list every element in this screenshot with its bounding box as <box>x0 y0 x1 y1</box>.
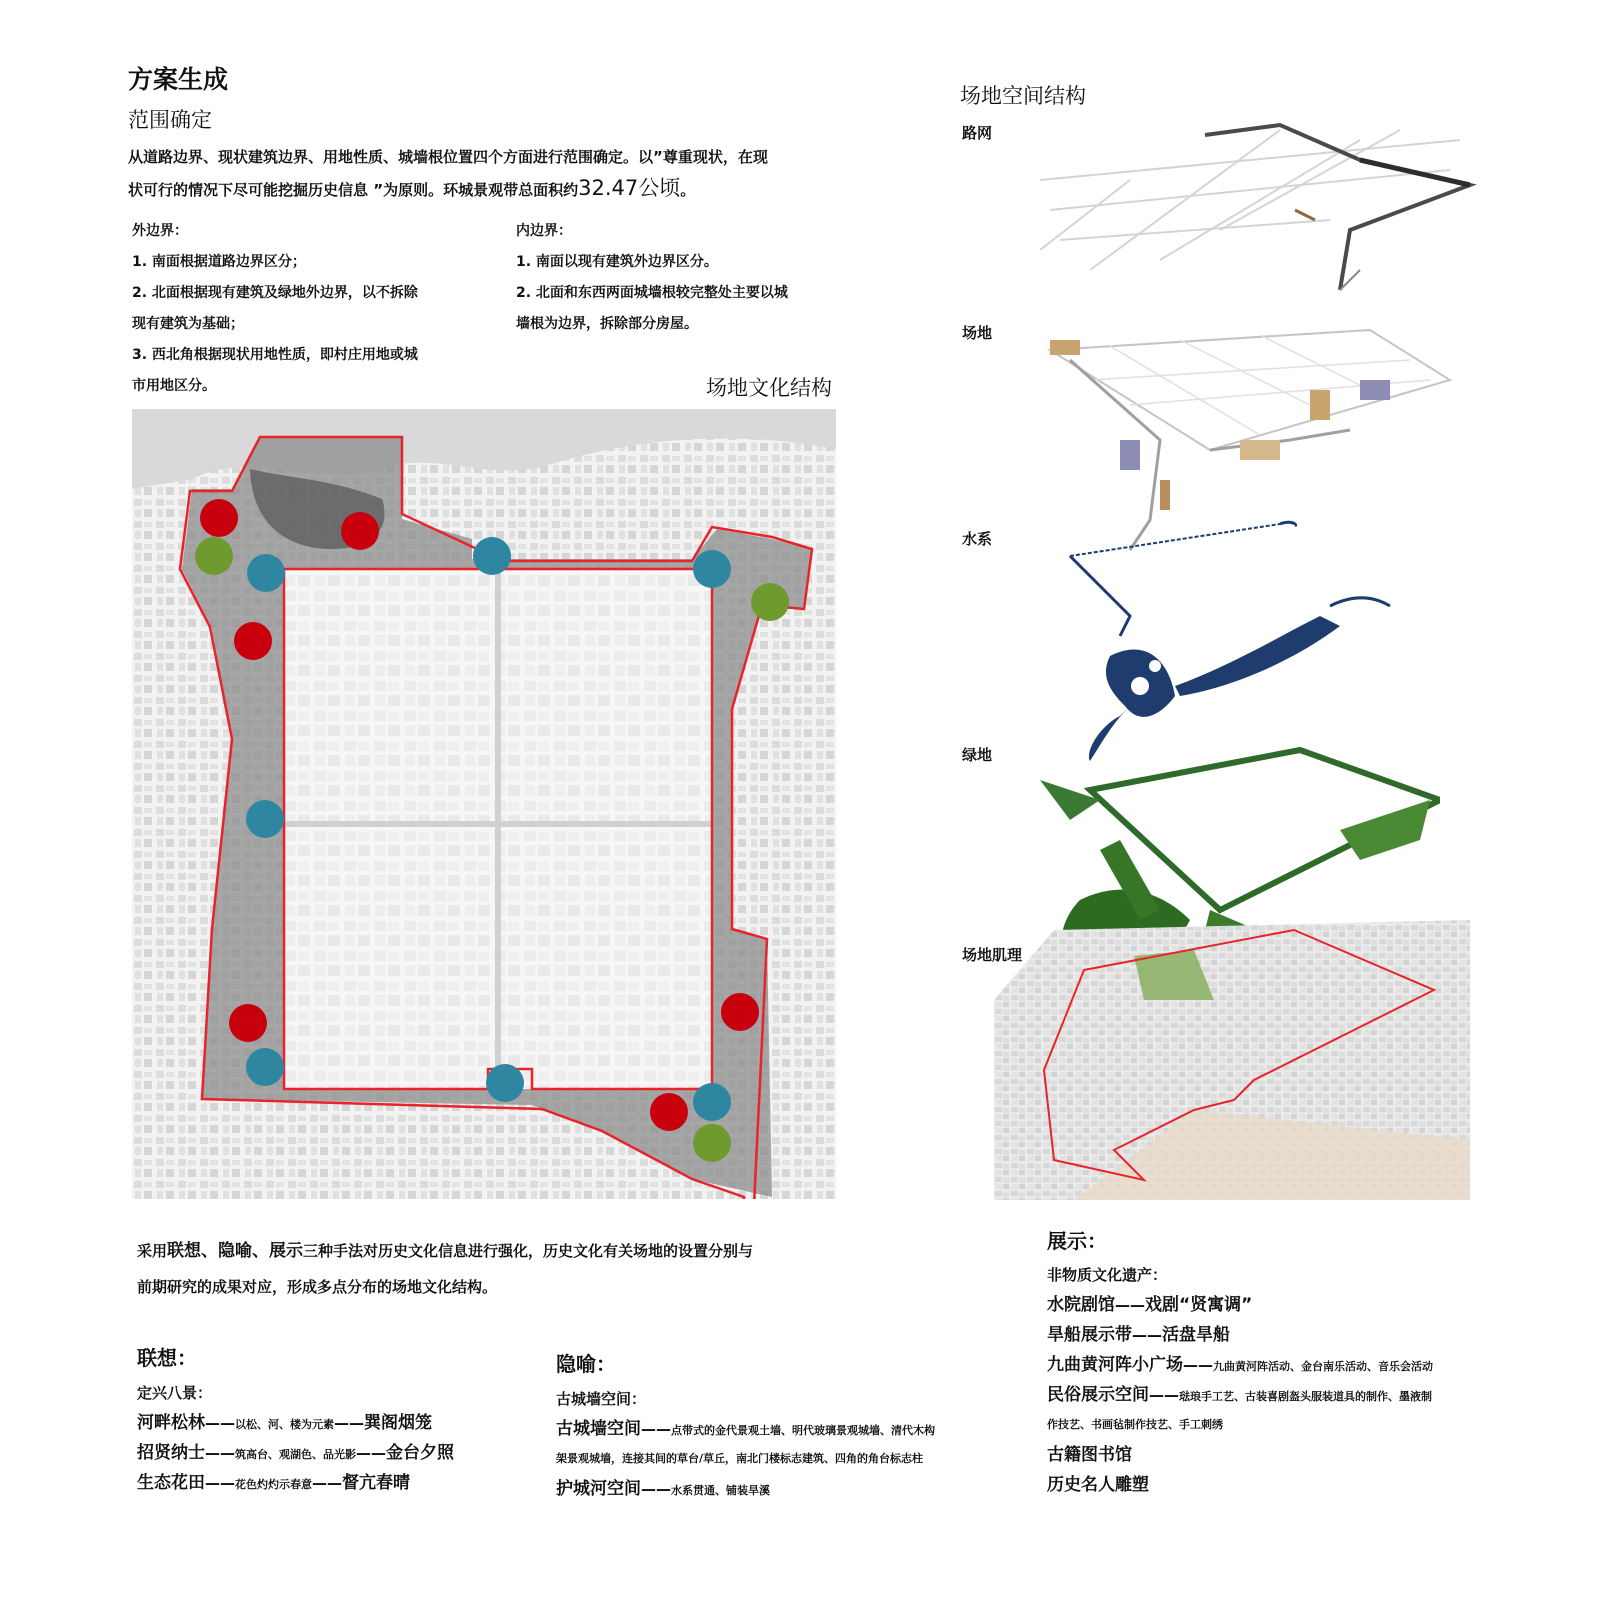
display-row <box>1047 1350 1433 1380</box>
dash: —— <box>641 1420 671 1438</box>
range-intro-line2 <box>128 173 848 206</box>
metaphor-desc: 点带式的金代景观土墙、明代玻璃景观城墙、清代木构 <box>671 1424 935 1437</box>
range-intro-end: 。 <box>680 181 696 199</box>
range-intro-line1: 从道路边界、现状建筑边界、用地性质、城墙根位置四个方面进行范围确定。以”尊重现状，在现 <box>128 148 768 166</box>
methods-pre: 采用 <box>137 1242 168 1260</box>
methods-post: 三种手法对历史文化信息进行强化，历史文化有关场地的设置分别与 <box>303 1242 754 1260</box>
metaphor-sub: 古城墙空间： <box>556 1390 647 1408</box>
outer-item: 市用地区分。 <box>132 378 216 394</box>
spatial-title: 场地空间结构 <box>960 84 1086 108</box>
display-desc: 琺琅手工艺、古装喜剧盔头服装道具的制作、墨液制 <box>1179 1390 1432 1403</box>
association-point <box>234 622 272 660</box>
association-point <box>650 1093 688 1131</box>
outer-title: 外边界： <box>132 223 188 239</box>
metaphor-title: 隐喻： <box>556 1352 616 1376</box>
inner-item: 1. 南面以现有建筑外边界区分。 <box>516 254 718 270</box>
dash: —— <box>334 1414 364 1432</box>
layer-label-water: 水系 <box>962 530 993 548</box>
display-site: 古籍图书馆 <box>1047 1445 1132 1465</box>
road-network-layer <box>1030 120 1480 300</box>
display-site: 民俗展示空间 <box>1047 1385 1149 1405</box>
layer-label-green: 绿地 <box>962 746 993 764</box>
layer-label-texture: 场地肌理 <box>962 946 1023 964</box>
display-sub: 非物质文化遗产： <box>1047 1266 1168 1284</box>
metaphor-point <box>473 537 511 575</box>
display-site: 九曲黄河阵小广场 <box>1047 1355 1183 1375</box>
metaphor-site: 古城墙空间 <box>556 1419 641 1439</box>
dash: —— <box>205 1444 235 1462</box>
association-sub: 定兴八景： <box>137 1384 213 1402</box>
display-site: 旱船展示带 <box>1047 1325 1132 1345</box>
association-scene: 督亢春晴 <box>342 1473 410 1493</box>
water-system-layer <box>1040 516 1400 766</box>
dash: —— <box>1115 1296 1145 1314</box>
association-site: 河畔松林 <box>137 1413 205 1433</box>
methods-line1 <box>137 1233 753 1269</box>
metaphor-list <box>556 1384 935 1504</box>
association-row <box>137 1468 454 1498</box>
association-row <box>137 1408 454 1438</box>
method-metaphor: 隐喻 <box>218 1241 253 1261</box>
display-site: 水院剧馆 <box>1047 1295 1115 1315</box>
dash: —— <box>205 1474 235 1492</box>
metaphor-site: 护城河空间 <box>556 1479 641 1499</box>
metaphor-point <box>246 1048 284 1086</box>
metaphor-point <box>486 1064 524 1102</box>
methods-sep: 、 <box>201 1241 219 1261</box>
area-value: 32.47公顷 <box>578 176 681 200</box>
outer-item: 3. 西北角根据现状用地性质，即村庄用地或城 <box>132 347 418 363</box>
culture-structure-map <box>132 409 836 1199</box>
display-desc: 九曲黄河阵活动、金台南乐活动、音乐会活动 <box>1213 1360 1433 1373</box>
range-intro <box>128 142 848 206</box>
association-site: 招贤纳士 <box>137 1443 205 1463</box>
association-title: 联想： <box>137 1346 197 1370</box>
range-intro-text: 状可行的情况下尽可能挖掘历史信息 ”为原则。环城景观带总面积约 <box>128 181 579 199</box>
inner-title: 内边界： <box>516 223 572 239</box>
layer-label-road: 路网 <box>962 124 993 142</box>
methods-line2: 前期研究的成果对应，形成多点分布的场地文化结构。 <box>137 1278 498 1296</box>
metaphor-point <box>247 554 285 592</box>
association-row <box>137 1438 454 1468</box>
association-point <box>229 1004 267 1042</box>
methods-text <box>137 1233 753 1305</box>
inner-item: 墙根为边界，拆除部分房屋。 <box>516 316 698 332</box>
dash: —— <box>1183 1356 1213 1374</box>
metaphor-row <box>556 1414 935 1444</box>
association-point <box>341 512 379 550</box>
culture-map-title: 场地文化结构 <box>706 376 832 400</box>
display-item: 活盘旱船 <box>1162 1325 1230 1345</box>
association-point <box>721 993 759 1031</box>
outer-item: 2. 北面根据现有建筑及绿地外边界，以不拆除 <box>132 285 418 301</box>
outer-item: 1. 南面根据道路边界区分； <box>132 254 306 270</box>
layer-label-site: 场地 <box>962 324 993 342</box>
association-scene: 金台夕照 <box>386 1443 454 1463</box>
association-desc: 花色灼灼示春意 <box>235 1478 312 1491</box>
association-desc: 以松、河、楼为元素 <box>235 1418 334 1431</box>
methods-sep: 、 <box>252 1241 270 1261</box>
display-row <box>1047 1290 1433 1320</box>
metaphor-point <box>246 800 284 838</box>
association-point <box>200 499 238 537</box>
display-item: 戏剧“贤寓调” <box>1145 1295 1253 1315</box>
dash: —— <box>1149 1386 1179 1404</box>
display-row <box>1047 1380 1433 1410</box>
range-heading: 范围确定 <box>128 108 212 132</box>
display-site: 历史名人雕塑 <box>1047 1475 1149 1495</box>
display-point <box>751 583 789 621</box>
association-site: 生态花田 <box>137 1473 205 1493</box>
outer-boundary <box>132 216 502 402</box>
display-desc-cont: 作技艺、书画毡制作技艺、手工刺绣 <box>1047 1418 1223 1431</box>
method-display: 展示 <box>269 1241 304 1261</box>
metaphor-point <box>693 550 731 588</box>
metaphor-row <box>556 1474 935 1504</box>
inner-item: 2. 北面和东西两面城墙根较完整处主要以城 <box>516 285 788 301</box>
display-title: 展示： <box>1047 1229 1107 1253</box>
association-scene: 巽阁烟笼 <box>364 1413 432 1433</box>
display-list <box>1047 1260 1433 1500</box>
inner-boundary <box>516 216 846 340</box>
association-desc: 筑高台、观湖色、品光影 <box>235 1448 356 1461</box>
metaphor-desc-cont: 架景观城墙，连接其间的草台/草丘，南北门楼标志建筑、四角的角台标志柱 <box>556 1452 924 1465</box>
display-point <box>195 537 233 575</box>
metaphor-point <box>693 1083 731 1121</box>
dash: —— <box>641 1480 671 1498</box>
site-texture-layer <box>994 910 1470 1200</box>
association-list <box>137 1378 454 1498</box>
dash: —— <box>356 1444 386 1462</box>
page-title: 方案生成 <box>128 65 229 94</box>
display-row <box>1047 1320 1433 1350</box>
method-association: 联想 <box>167 1241 202 1261</box>
display-point <box>693 1124 731 1162</box>
dash: —— <box>1132 1326 1162 1344</box>
dash: —— <box>205 1414 235 1432</box>
outer-item: 现有建筑为基础； <box>132 316 244 332</box>
dash: —— <box>312 1474 342 1492</box>
metaphor-desc: 水系贯通、铺装旱溪 <box>671 1484 770 1497</box>
